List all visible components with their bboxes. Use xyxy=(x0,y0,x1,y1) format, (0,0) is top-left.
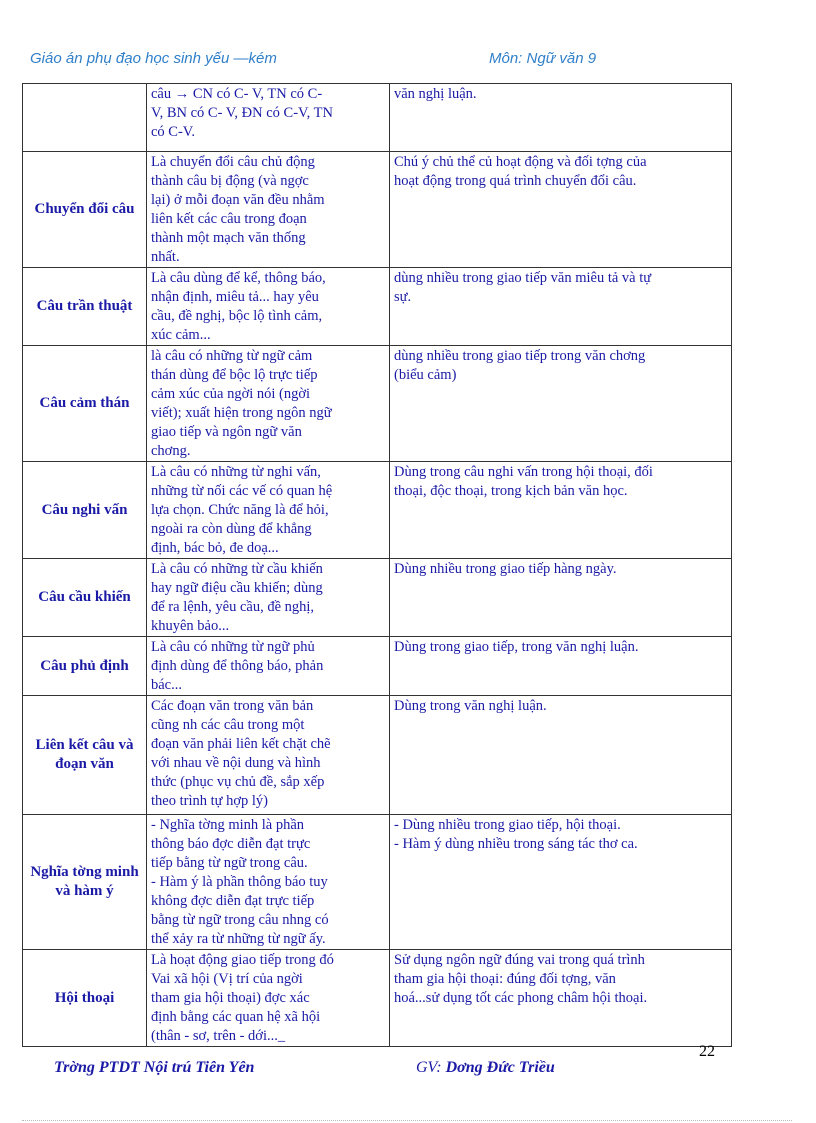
table-row xyxy=(23,950,732,1047)
definition-line: giao tiếp và ngôn ngữ văn xyxy=(151,424,302,440)
table-row xyxy=(23,84,732,152)
definition-cell xyxy=(147,950,390,1047)
table-row xyxy=(23,268,732,346)
usage-line: Dùng nhiều trong giao tiếp hàng ngày. xyxy=(394,561,617,577)
definition-line: tiếp bằng từ ngữ trong câu. xyxy=(151,855,308,871)
usage-line: thoại, độc thoại, trong kịch bản văn học. xyxy=(394,483,628,499)
page-number: 22 xyxy=(699,1043,715,1060)
definition-line: chơng. xyxy=(151,443,191,459)
page-header xyxy=(0,50,816,74)
definition-cell xyxy=(147,346,390,462)
definition-line: nhất. xyxy=(151,249,180,265)
table-row xyxy=(23,637,732,696)
usage-cell xyxy=(390,950,732,1047)
table-row xyxy=(23,815,732,950)
definition-line: ngoài ra còn dùng để khẳng xyxy=(151,521,312,537)
definition-line: thông báo đợc diễn đạt trực xyxy=(151,836,311,852)
definition-line: những từ nối các vế có quan hệ xyxy=(151,483,333,499)
term-cell: Liên kết câu và đoạn văn xyxy=(23,696,147,815)
usage-line: Dùng trong giao tiếp, trong văn nghị luận. xyxy=(394,639,639,655)
usage-line: dùng nhiều trong giao tiếp trong văn chơng xyxy=(394,348,646,364)
usage-cell xyxy=(390,462,732,559)
definition-line: bằng từ ngữ trong câu nhng có xyxy=(151,912,329,928)
term-cell: Nghĩa tờng minh và hàm ý xyxy=(23,815,147,950)
definition-line: Vai xã hội (Vị trí của ngời xyxy=(151,971,303,987)
definition-cell xyxy=(147,84,390,152)
term-cell xyxy=(23,84,147,152)
usage-line: dùng nhiều trong giao tiếp văn miêu tả và tự xyxy=(394,270,652,286)
definition-line: khuyên bảo... xyxy=(151,618,230,634)
usage-line: - Hàm ý dùng nhiều trong sáng tác thơ ca. xyxy=(394,836,638,852)
definition-line: thể xảy ra từ những từ ngữ ấy. xyxy=(151,931,326,947)
definition-line: với nhau về nội dung và hình xyxy=(151,755,321,771)
definition-line: (thân - sơ, trên - dới..._ xyxy=(151,1028,286,1044)
table-row xyxy=(23,346,732,462)
definition-line: cảm xúc của ngời nói (ngời xyxy=(151,386,311,402)
definition-line: Là chuyển đổi câu chủ động xyxy=(151,154,315,170)
definition-line: xúc cảm... xyxy=(151,327,211,343)
term-cell: Câu trần thuật xyxy=(23,268,147,346)
definition-cell xyxy=(147,696,390,815)
definition-line: hay ngữ điệu cầu khiến; dùng xyxy=(151,580,323,596)
definition-line: thành một mạch văn thống xyxy=(151,230,306,246)
usage-cell xyxy=(390,268,732,346)
usage-cell xyxy=(390,346,732,462)
definition-line: định, bác bỏ, đe doạ... xyxy=(151,540,279,556)
definition-line: theo trình tự hợp lý) xyxy=(151,793,269,809)
definition-line: nhận định, miêu tả... hay yêu xyxy=(151,289,319,305)
usage-line: tham gia hội thoại: đúng đối tợng, văn xyxy=(394,971,616,987)
usage-cell xyxy=(390,152,732,268)
definition-line: viết); xuất hiện trong ngôn ngữ xyxy=(151,405,332,421)
definition-line: không đợc diễn đạt trực tiếp xyxy=(151,893,315,909)
definition-line: - Hàm ý là phần thông báo tuy xyxy=(151,874,328,890)
definition-line: - Nghĩa tờng minh là phần xyxy=(151,817,305,833)
usage-line: Dùng trong văn nghị luận. xyxy=(394,698,547,714)
definition-line: liên kết các câu trong đoạn xyxy=(151,211,307,227)
definition-line: là câu có những từ ngữ cảm xyxy=(151,348,313,364)
term-cell: Câu nghi vấn xyxy=(23,462,147,559)
usage-line: văn nghị luận. xyxy=(394,86,477,102)
definition-cell xyxy=(147,152,390,268)
definition-line: bác... xyxy=(151,677,182,693)
usage-cell xyxy=(390,696,732,815)
definition-line: thành câu bị động (và ngợc xyxy=(151,173,309,189)
definition-line: câu → CN có C- V, TN có C- xyxy=(151,86,323,102)
table-row xyxy=(23,559,732,637)
definition-cell xyxy=(147,637,390,696)
header-left-text: Giáo án phụ đạo học sinh yếu —kém xyxy=(30,50,277,67)
usage-line: (biểu cảm) xyxy=(394,367,457,383)
term-cell: Câu cảm thán xyxy=(23,346,147,462)
footer-teacher-prefix: GV: xyxy=(416,1059,446,1076)
definition-line: để ra lệnh, yêu cầu, đề nghị, xyxy=(151,599,315,615)
footer-teacher-name: Dơng Đức Triều xyxy=(445,1059,555,1076)
usage-cell xyxy=(390,84,732,152)
definition-line: đoạn văn phải liên kết chặt chẽ xyxy=(151,736,331,752)
definition-line: Là câu có những từ cầu khiến xyxy=(151,561,323,577)
definition-line: tham gia hội thoại) đợc xác xyxy=(151,990,310,1006)
usage-line: sự. xyxy=(394,289,412,305)
definition-line: Các đoạn văn trong văn bản xyxy=(151,698,314,714)
page-footer xyxy=(0,1059,816,1081)
definition-line: lại) ở mỗi đoạn văn đều nhằm xyxy=(151,192,325,208)
definition-line: thức (phục vụ chủ đề, sắp xếp xyxy=(151,774,325,790)
usage-cell xyxy=(390,637,732,696)
definition-line: cầu, đề nghị, bộc lộ tình cảm, xyxy=(151,308,323,324)
definition-cell xyxy=(147,462,390,559)
definition-line: Là câu có những từ nghi vấn, xyxy=(151,464,321,480)
definition-line: Là câu dùng để kể, thông báo, xyxy=(151,270,326,286)
term-cell: Câu phủ định xyxy=(23,637,147,696)
table-row xyxy=(23,152,732,268)
definition-cell xyxy=(147,268,390,346)
usage-line: hoá...sử dụng tốt các phong châm hội thoại. xyxy=(394,990,648,1006)
term-cell: Câu cầu khiến xyxy=(23,559,147,637)
definition-line: có C-V. xyxy=(151,124,196,140)
usage-line: Sử dụng ngôn ngữ đúng vai trong quá trình xyxy=(394,952,645,968)
footer-school-text: Trờng PTDT Nội trú Tiên Yên xyxy=(54,1059,255,1076)
definition-line: Là hoạt động giao tiếp trong đó xyxy=(151,952,334,968)
definition-line: cũng nh các câu trong một xyxy=(151,717,305,733)
definition-cell xyxy=(147,559,390,637)
footer-teacher xyxy=(416,1059,555,1077)
table-row xyxy=(23,696,732,815)
term-cell: Chuyển đổi câu xyxy=(23,152,147,268)
definition-line: lựa chọn. Chức năng là để hỏi, xyxy=(151,502,329,518)
table-row xyxy=(23,462,732,559)
header-subject-text: Môn: Ngữ văn 9 xyxy=(489,50,597,67)
definition-line: định dùng để thông báo, phản xyxy=(151,658,324,674)
usage-cell xyxy=(390,815,732,950)
usage-cell xyxy=(390,559,732,637)
definition-line: V, BN có C- V, ĐN có C-V, TN xyxy=(151,105,333,121)
definition-line: thán dùng để bộc lộ trực tiếp xyxy=(151,367,318,383)
usage-line: Dùng trong câu nghi vấn trong hội thoại, đối xyxy=(394,464,653,480)
definition-line: định bằng các quan hệ xã hội xyxy=(151,1009,321,1025)
bottom-dotted-line xyxy=(22,1120,792,1121)
definition-line: Là câu có những từ ngữ phủ xyxy=(151,639,315,655)
grammar-table xyxy=(22,83,732,1047)
usage-line: - Dùng nhiều trong giao tiếp, hội thoại. xyxy=(394,817,621,833)
usage-line: Chú ý chủ thể củ hoạt động và đối tợng của xyxy=(394,154,647,170)
definition-cell xyxy=(147,815,390,950)
term-cell: Hội thoại xyxy=(23,950,147,1047)
usage-line: hoạt động trong quá trình chuyển đổi câu. xyxy=(394,173,637,189)
